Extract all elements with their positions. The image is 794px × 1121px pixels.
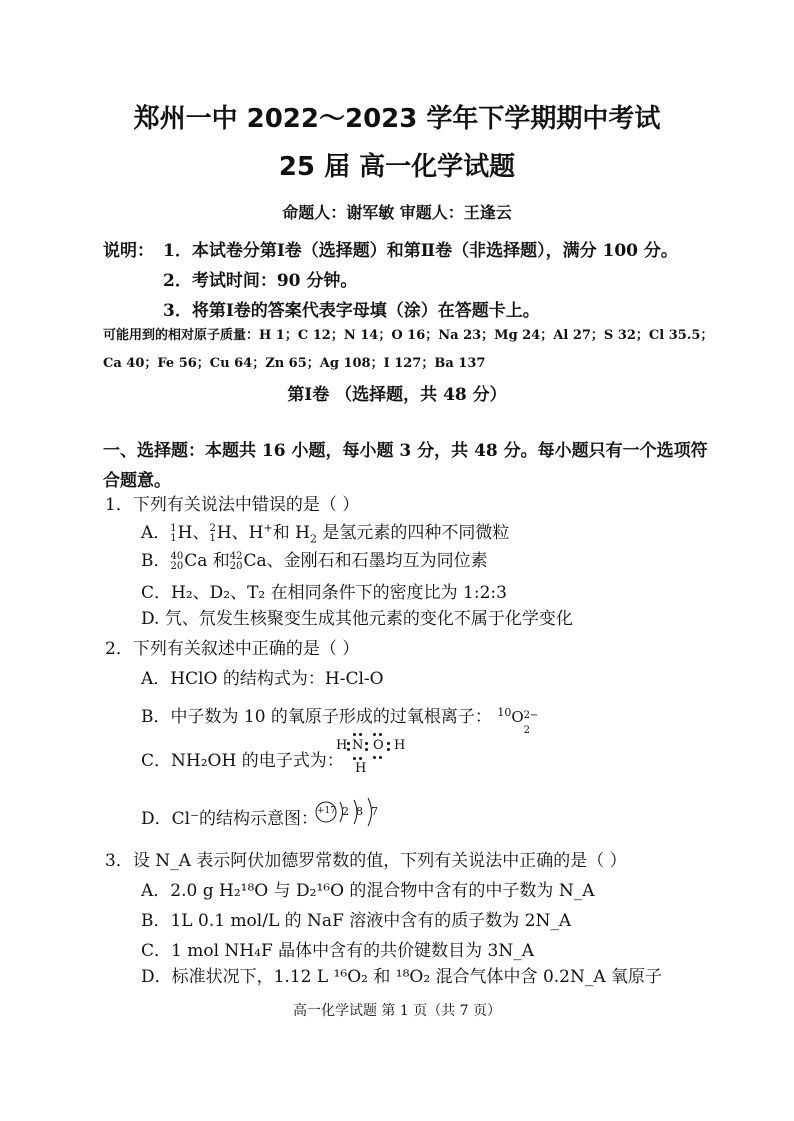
atom-o: O <box>373 738 384 753</box>
notes-label: 说明： <box>103 241 154 261</box>
section-instructions: 合题意。 <box>103 471 171 491</box>
note-item: 1．本试卷分第Ⅰ卷（选择题）和第Ⅱ卷（非选择题），满分 100 分。 <box>163 241 678 261</box>
isotope-notation: 1 1 <box>170 522 177 544</box>
atom-h: H <box>355 761 367 776</box>
section-instructions: 一、选择题：本题共 16 小题，每小题 3 分，共 48 分。每小题只有一个选项符 <box>103 441 708 461</box>
nucleus-charge: +17 <box>317 806 336 816</box>
atom-h: H <box>394 738 406 753</box>
option-d: D．Cl⁻的结构示意图： <box>141 809 319 829</box>
option-b <box>141 702 539 736</box>
note-item: 2．考试时间：90 分钟。 <box>163 271 358 291</box>
option-c: C．1 mol NH₄F 晶体中含有的共价键数目为 3N_A <box>141 941 535 961</box>
note-item: 3．将第Ⅰ卷的答案代表字母填（涂）在答题卡上。 <box>163 301 540 321</box>
option-c: C．H₂、D₂、T₂ 在相同条件下的密度比为 1:2:3 <box>141 583 507 603</box>
question-stem: 1．下列有关说法中错误的是（ ） <box>105 495 360 515</box>
isotope-notation: 2 1 <box>209 522 216 544</box>
isotope-notation: 40 20 <box>170 550 184 572</box>
option-b: B． 40 20 Ca 和 42 20 Ca、金刚石和石墨均互为同位素 <box>141 550 488 572</box>
shell-electrons: 2 <box>342 805 349 818</box>
page-footer: 高一化学试题 第 1 页（共 7 页） <box>292 1003 502 1019</box>
option-text: B．中子数为 10 的氧原子形成的过氧根离子： <box>141 707 492 727</box>
electron-dot-structure <box>336 732 416 782</box>
option-a: A．HClO 的结构式为：H-Cl-O <box>141 669 384 689</box>
peroxide-ion-formula: $^{10}$O 2− 2 <box>497 706 539 736</box>
option-a: A． 1 1 H、 2 1 H、H+和 $H_2$ 是氢元素的四种不同微粒 <box>141 521 510 546</box>
authors-line: 命题人：谢军敏 审题人：王逢云 <box>282 203 512 222</box>
isotope-notation: 42 20 <box>229 550 243 572</box>
atomic-mass-line: 可能用到的相对原子质量：H 1；C 12；N 14；O 16；Na 23；Mg 24；Al 27；S 32；Cl 35.5； <box>103 328 714 343</box>
option-text: 是氢元素的四种不同微粒 <box>322 523 510 543</box>
option-d: D．标准状况下，1.12 L ¹⁶O₂ 和 ¹⁸O₂ 混合气体中含 0.2N_A 氧原子 <box>141 967 663 987</box>
question-stem: 2．下列有关叙述中正确的是（ ） <box>105 639 360 659</box>
exam-subtitle: 25 届 高一化学试题 <box>278 152 516 182</box>
section-title: 第Ⅰ卷 （选择题，共 48 分） <box>287 385 507 405</box>
option-b: B．1L 0.1 mol/L 的 NaF 溶液中含有的质子数为 2N_A <box>141 911 572 931</box>
option-label: B． <box>141 551 171 571</box>
question-stem: 3．设 N_A 表示阿伏加德罗常数的值，下列有关说法中正确的是（ ） <box>105 851 627 871</box>
ion-structure-diagram <box>314 794 384 830</box>
atomic-mass-line: Ca 40；Fe 56；Cu 64；Zn 65；Ag 108；I 127；Ba 137 <box>103 356 486 371</box>
option-a: A．2.0 g H₂¹⁸O 与 D₂¹⁶O 的混合物中含有的中子数为 N_A <box>141 881 595 901</box>
atom-h: H <box>336 738 348 753</box>
option-label: A． <box>141 523 171 543</box>
shell-electrons: 8 <box>356 805 363 818</box>
shell-electrons: 7 <box>371 805 378 818</box>
atom-n: N <box>352 738 364 753</box>
exam-title: 郑州一中 2022～2023 学年下学期期中考试 <box>133 104 661 134</box>
option-text: 、金刚石和石墨均互为同位素 <box>266 551 488 571</box>
option-c: C．NH₂OH 的电子式为： <box>141 751 344 771</box>
option-d: D. 氕、氘发生核聚变生成其他元素的变化不属于化学变化 <box>141 609 573 629</box>
